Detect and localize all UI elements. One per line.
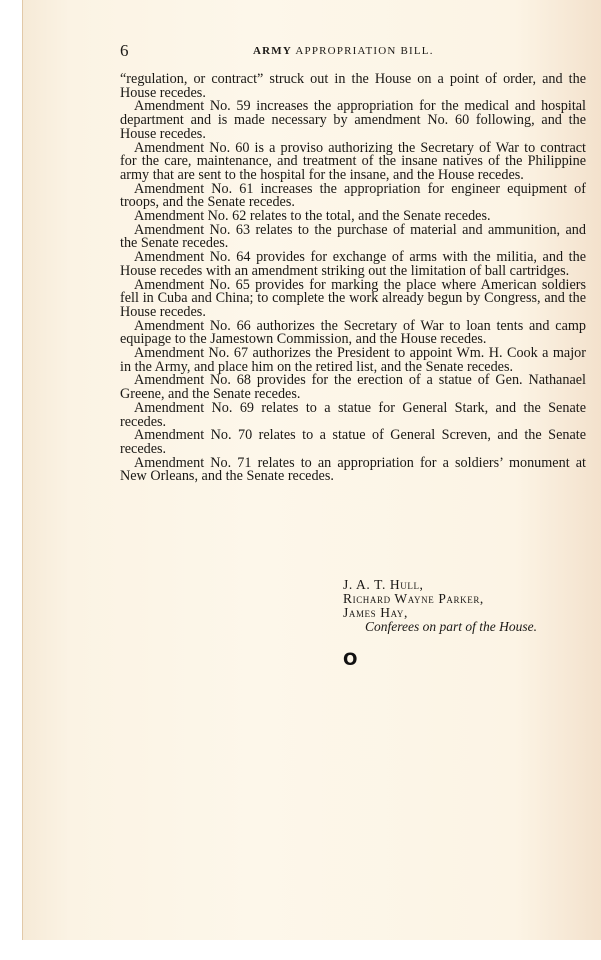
paragraph-amendment-63: Amendment No. 63 relates to the purchase of material and ammunition, and the Senate recedes. (120, 221, 586, 252)
running-title (253, 45, 434, 57)
paragraph-amendment-67: Amendment No. 67 authorizes the President to appoint Wm. H. Cook a major in the Army, and place him on the retired list, and the Senate recedes. (120, 345, 586, 375)
paragraph-amendment-70: Amendment No. 70 relates to a statue of General Screven, and the Senate recedes. (120, 427, 586, 457)
document-page (22, 0, 601, 940)
paragraph-amendment-65: Amendment No. 65 provides for marking the place where American soldiers fell in Cuba and China; to complete the work already begun by Congress, and the House recedes. (120, 276, 586, 320)
paragraph-amendment-69: Amendment No. 69 relates to a statue for General Stark, and the Senate recedes. (120, 399, 586, 430)
signature-parker: Richard Wayne Parker, (343, 591, 484, 606)
paragraph-amendment-59: Amendment No. 59 increases the appropriation for the medical and hospital department and is made necessary by amendment No. 60 following, and the House recedes. (120, 98, 586, 142)
running-header (120, 41, 586, 60)
paragraph-amendment-71: Amendment No. 71 relates to an appropriation for a soldiers’ monument at New Orleans, and the Senate recedes. (120, 454, 586, 485)
paragraph-amendment-62: Amendment No. 62 relates to the total, and the Senate recedes. (134, 208, 491, 225)
paragraph-amendment-64: Amendment No. 64 provides for exchange of arms with the militia, and the House recedes with an amendment striking out the limitation of ball cartridges. (120, 249, 586, 279)
paragraph-amendment-61: Amendment No. 61 increases the appropriation for engineer equipment of troops, and the Senate recedes. (120, 180, 586, 211)
running-title-bold: ARMY (253, 45, 293, 57)
running-title-rest: APPROPRIATION BILL. (295, 45, 434, 57)
paragraph-amendment-60: Amendment No. 60 is a proviso authorizing the Secretary of War to contract for the care, maintenance, and treatment of the insane natives of the Philippine army that are sent to the hospital for the insane, and the House recedes. (120, 139, 586, 183)
page-number: 6 (120, 41, 129, 60)
paragraph-amendment-66: Amendment No. 66 authorizes the Secretary of War to loan tents and camp equipage to the Jamestown Commission, and the House recedes. (120, 317, 586, 348)
signature-hull: J. A. T. Hull, (343, 577, 424, 592)
paragraph-amendment-68: Amendment No. 68 provides for the erection of a statue of Gen. Nathanael Greene, and the Senate recedes. (120, 372, 586, 403)
signature-hay: James Hay, (343, 605, 408, 620)
signature-block (343, 578, 537, 634)
conferees-role: Conferees on part of the House. (365, 619, 537, 634)
paragraph-continuation: “regulation, or contract” struck out in the House on a point of order, and the House recedes. (120, 71, 586, 101)
body-text (120, 73, 586, 484)
end-mark-circle-icon: O (343, 650, 358, 670)
